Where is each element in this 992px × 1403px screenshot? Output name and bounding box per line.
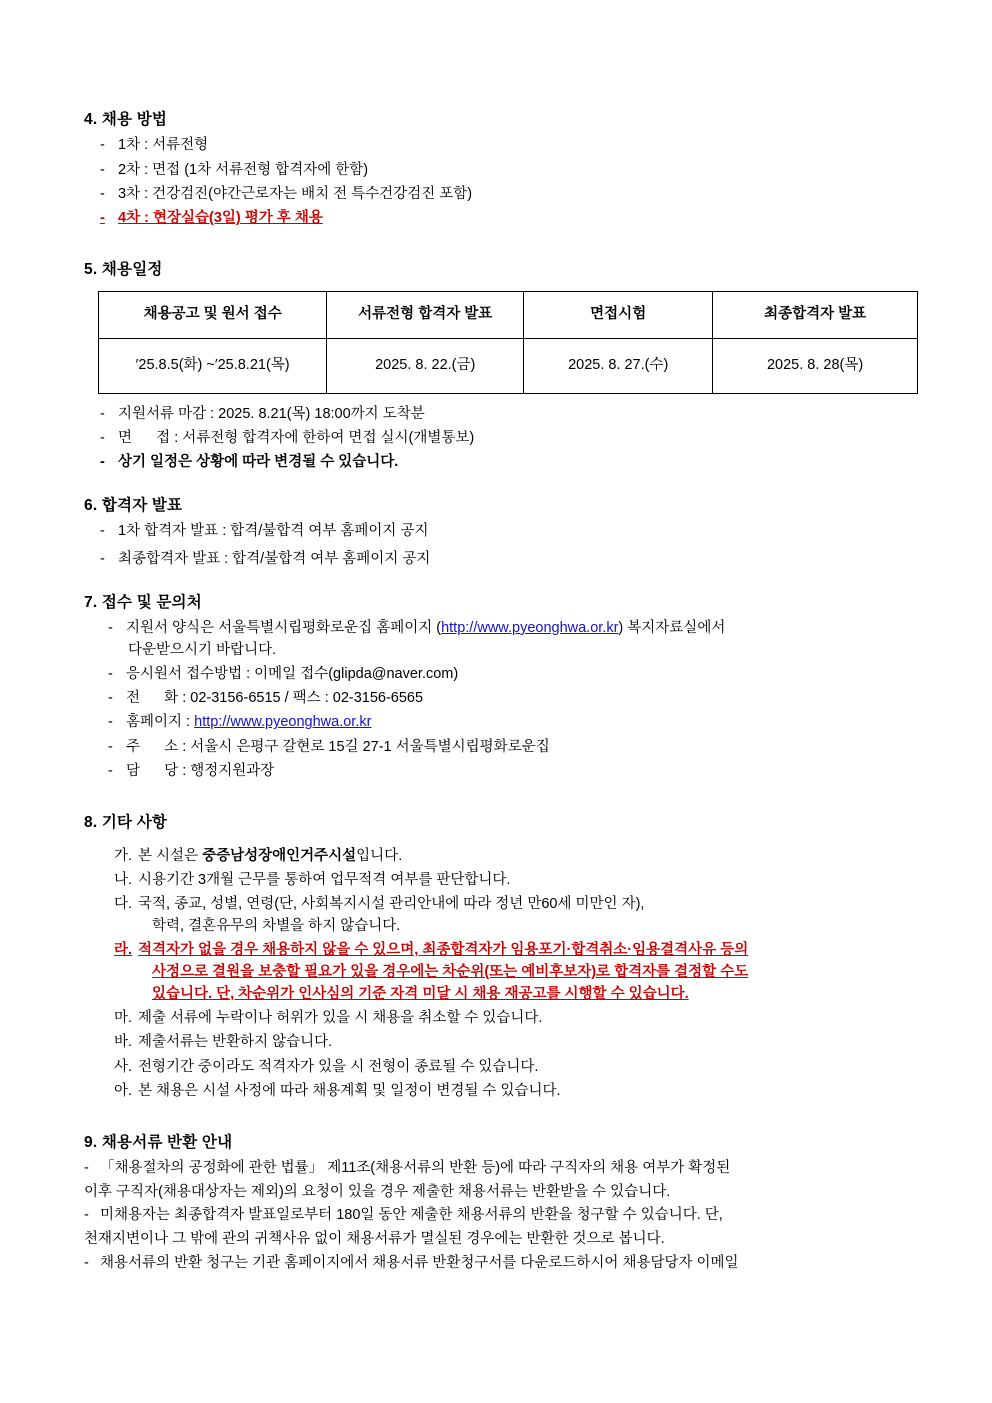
dash-marker: - (100, 161, 105, 178)
list-item-text: 1차 합격자 발표 : 합격/불합격 여부 홈페이지 공지 (118, 523, 429, 539)
table-header-cell: 채용공고 및 원서 접수 (99, 292, 327, 339)
list-item (98, 452, 912, 474)
dash-marker: - (100, 429, 105, 446)
section-etc (84, 811, 912, 1103)
section-9-number: 9. (84, 1133, 98, 1151)
section-6-title (84, 494, 912, 517)
section-6-heading: 합격자 발표 (101, 496, 183, 514)
announcement-list (98, 521, 912, 571)
dash-marker: - (100, 405, 105, 422)
table-cell: 2025. 8. 28(목) (713, 338, 918, 393)
section-5-number: 5. (84, 260, 98, 278)
section-4-heading: 채용 방법 (101, 111, 168, 128)
dash-marker: - (100, 137, 105, 154)
list-item-text: 담 당 : 행정지원과장 (126, 762, 275, 779)
table-header-cell: 서류전형 합격자 발표 (327, 292, 524, 339)
dash-marker: - (108, 665, 113, 682)
item-text-line3: 있습니다. 단, 차순위가 인사심의 기준 자격 미달 시 채용 재공고를 시행할 수 있습니다. (152, 985, 689, 1002)
list-item (114, 1008, 912, 1030)
section-8-heading: 기타 사항 (101, 813, 168, 831)
recruitment-method-list (98, 135, 912, 230)
list-item-text: 응시원서 접수방법 : 이메일 접수(glipda@naver.com) (126, 665, 459, 682)
item-text: 본 채용은 시설 사정에 따라 채용계획 및 일정이 변경될 수 있습니다. (138, 1082, 561, 1099)
list-item (114, 1032, 912, 1054)
list-item (98, 404, 912, 426)
item-marker: 마. (114, 1010, 133, 1026)
section-contact (84, 591, 912, 783)
item-text: 전형기간 중이라도 적격자가 있을 시 전형이 종료될 수 있습니다. (138, 1058, 539, 1075)
homepage-link[interactable]: http://www.pyeonghwa.or.kr (441, 619, 619, 636)
table-cell: 2025. 8. 27.(수) (524, 338, 713, 393)
item-text: 적격자가 없을 경우 채용하지 않을 수 있으며, 최종합격자가 임용포기·합격취소·임용결격사유 등의 (138, 942, 749, 959)
dash-marker: - (100, 454, 105, 470)
table-row (99, 338, 918, 393)
dash-marker: - (108, 690, 113, 706)
contact-text-pre: 홈페이지 : (126, 714, 195, 731)
list-item-highlight (98, 208, 912, 230)
dash-marker: - (108, 714, 113, 731)
dash-marker: - (84, 1159, 89, 1176)
section-recruitment-method (84, 108, 912, 230)
etc-list (114, 846, 912, 1103)
table-header-row (99, 292, 918, 339)
item-text-post: 입니다. (356, 847, 403, 864)
list-item (114, 894, 912, 938)
homepage-link[interactable]: http://www.pyeonghwa.or.kr (194, 714, 372, 731)
list-item (106, 761, 912, 783)
list-item (106, 688, 912, 710)
list-item-highlight (114, 940, 912, 1005)
item-text: 시용기간 3개월 근무를 통하여 업무적격 여부를 판단합니다. (138, 872, 511, 888)
section-4-number: 4. (84, 111, 98, 128)
return-paragraph (84, 1158, 912, 1180)
schedule-notes-list (98, 404, 912, 474)
table-cell: 2025. 8. 22.(금) (327, 338, 524, 393)
table-header-cell: 면접시험 (524, 292, 713, 339)
schedule-table-body (99, 338, 918, 393)
section-9-title (84, 1131, 912, 1154)
section-7-heading: 접수 및 문의처 (101, 593, 202, 611)
list-item-text: 지원서류 마감 : 2025. 8.21(목) 18:00까지 도착분 (118, 405, 425, 422)
list-item (98, 184, 912, 206)
contact-text-line2: 다운받으시기 바랍니다. (128, 641, 277, 658)
item-marker: 바. (114, 1034, 133, 1051)
item-marker: 가. (114, 847, 133, 864)
list-item (114, 870, 912, 892)
paragraph-line: 채용서류의 반환 청구는 기관 홈페이지에서 채용서류 반환청구서를 다운로드하시어 채용담당자 이메일 (100, 1254, 739, 1271)
list-item (106, 618, 912, 662)
list-item-text: 최종합격자 발표 : 합격/불합격 여부 홈페이지 공지 (118, 550, 431, 567)
dash-marker: - (108, 738, 113, 755)
list-item (98, 521, 912, 543)
return-paragraph (84, 1253, 912, 1275)
item-marker: 나. (114, 872, 133, 888)
section-8-title (84, 811, 912, 834)
item-marker: 사. (114, 1058, 133, 1075)
table-header-cell: 최종합격자 발표 (713, 292, 918, 339)
list-item (98, 135, 912, 157)
item-marker: 아. (114, 1082, 133, 1099)
list-item-text: 2차 : 면접 (1차 서류전형 합격자에 한함) (118, 161, 369, 178)
list-item-text: 3차 : 건강검진(야간근로자는 배치 전 특수건강검진 포함) (118, 185, 473, 202)
dash-marker: - (108, 762, 113, 779)
list-item (106, 737, 912, 759)
dash-marker: - (84, 1207, 89, 1224)
item-marker: 라. (114, 942, 133, 959)
section-document-return (84, 1131, 912, 1275)
section-6-number: 6. (84, 496, 98, 514)
list-item-text: 상기 일정은 상황에 따라 변경될 수 있습니다. (118, 454, 399, 470)
paragraph-line: 미채용자는 최종합격자 발표일로부터 180일 동안 제출한 채용서류의 반환을 청구할 수 있습니다. 단, (100, 1207, 723, 1224)
section-5-title (84, 258, 912, 281)
list-item-text: 주 소 : 서울시 은평구 갈현로 15길 27-1 서울특별시립평화로운집 (126, 738, 550, 755)
contact-text-pre: 지원서 양식은 서울특별시립평화로운집 홈페이지 ( (126, 619, 442, 636)
item-text: 제출 서류에 누락이나 허위가 있을 시 채용을 취소할 수 있습니다. (138, 1010, 543, 1026)
item-text: 국적, 종교, 성별, 연령(단, 사회복지시설 관리안내에 따라 정년 만60세 미만인 자), (138, 896, 645, 913)
item-text-line2: 사정으로 결원을 보충할 필요가 있을 경우에는 차순위(또는 예비후보자)로 합격자를 결정할 수도 (152, 964, 749, 980)
list-item-text: 4차 : 현장실습(3일) 평가 후 채용 (118, 210, 323, 226)
return-paragraph (84, 1205, 912, 1227)
dash-marker: - (100, 210, 105, 226)
schedule-table (98, 291, 918, 394)
list-item (114, 1057, 912, 1079)
list-item-text: 전 화 : 02-3156-6515 / 팩스 : 02-3156-6565 (126, 690, 424, 706)
schedule-table-head (99, 292, 918, 339)
list-item (114, 846, 912, 868)
dash-marker: - (100, 185, 105, 202)
section-8-number: 8. (84, 813, 98, 831)
section-4-title (84, 108, 912, 131)
section-schedule (84, 258, 912, 474)
item-text-line2: 학력, 결혼유무의 차별을 하지 않습니다. (152, 918, 401, 934)
list-item-text: 면 접 : 서류전형 합격자에 한하여 면접 실시(개별통보) (118, 429, 475, 446)
list-item (98, 428, 912, 450)
section-9-heading: 채용서류 반환 안내 (101, 1133, 233, 1151)
item-marker: 다. (114, 896, 133, 913)
section-announcement (84, 494, 912, 571)
section-5-heading: 채용일정 (101, 260, 163, 278)
dash-marker: - (100, 523, 105, 539)
item-text-pre: 본 시설은 (138, 847, 203, 864)
list-item (98, 549, 912, 571)
dash-marker: - (100, 550, 105, 567)
section-7-title (84, 591, 912, 614)
section-7-number: 7. (84, 593, 98, 611)
contact-list (106, 618, 912, 783)
list-item-text: 1차 : 서류전형 (118, 137, 209, 154)
dash-marker: - (84, 1254, 89, 1271)
list-item (98, 160, 912, 182)
dash-marker: - (108, 619, 113, 636)
item-text-bold: 중증남성장애인거주시설 (202, 847, 357, 864)
paragraph-line: 「채용절차의 공정화에 관한 법률」 제11조(채용서류의 반환 등)에 따라 구직자의 채용 여부가 확정된 (100, 1159, 731, 1176)
list-item (106, 712, 912, 734)
table-cell: ′25.8.5(화) ~′25.8.21(목) (99, 338, 327, 393)
paragraph-line: 이후 구직자(채용대상자는 제외)의 요청이 있을 경우 제출한 채용서류는 반환받을 수 있습니다. (84, 1183, 671, 1200)
contact-text-post: ) 복지자료실에서 (618, 619, 726, 636)
list-item (114, 1081, 912, 1103)
list-item (106, 664, 912, 686)
item-text: 제출서류는 반환하지 않습니다. (138, 1034, 333, 1051)
paragraph-line: 천재지변이나 그 밖에 관의 귀책사유 없이 채용서류가 멸실된 경우에는 반환한 것으로 봅니다. (84, 1231, 665, 1247)
